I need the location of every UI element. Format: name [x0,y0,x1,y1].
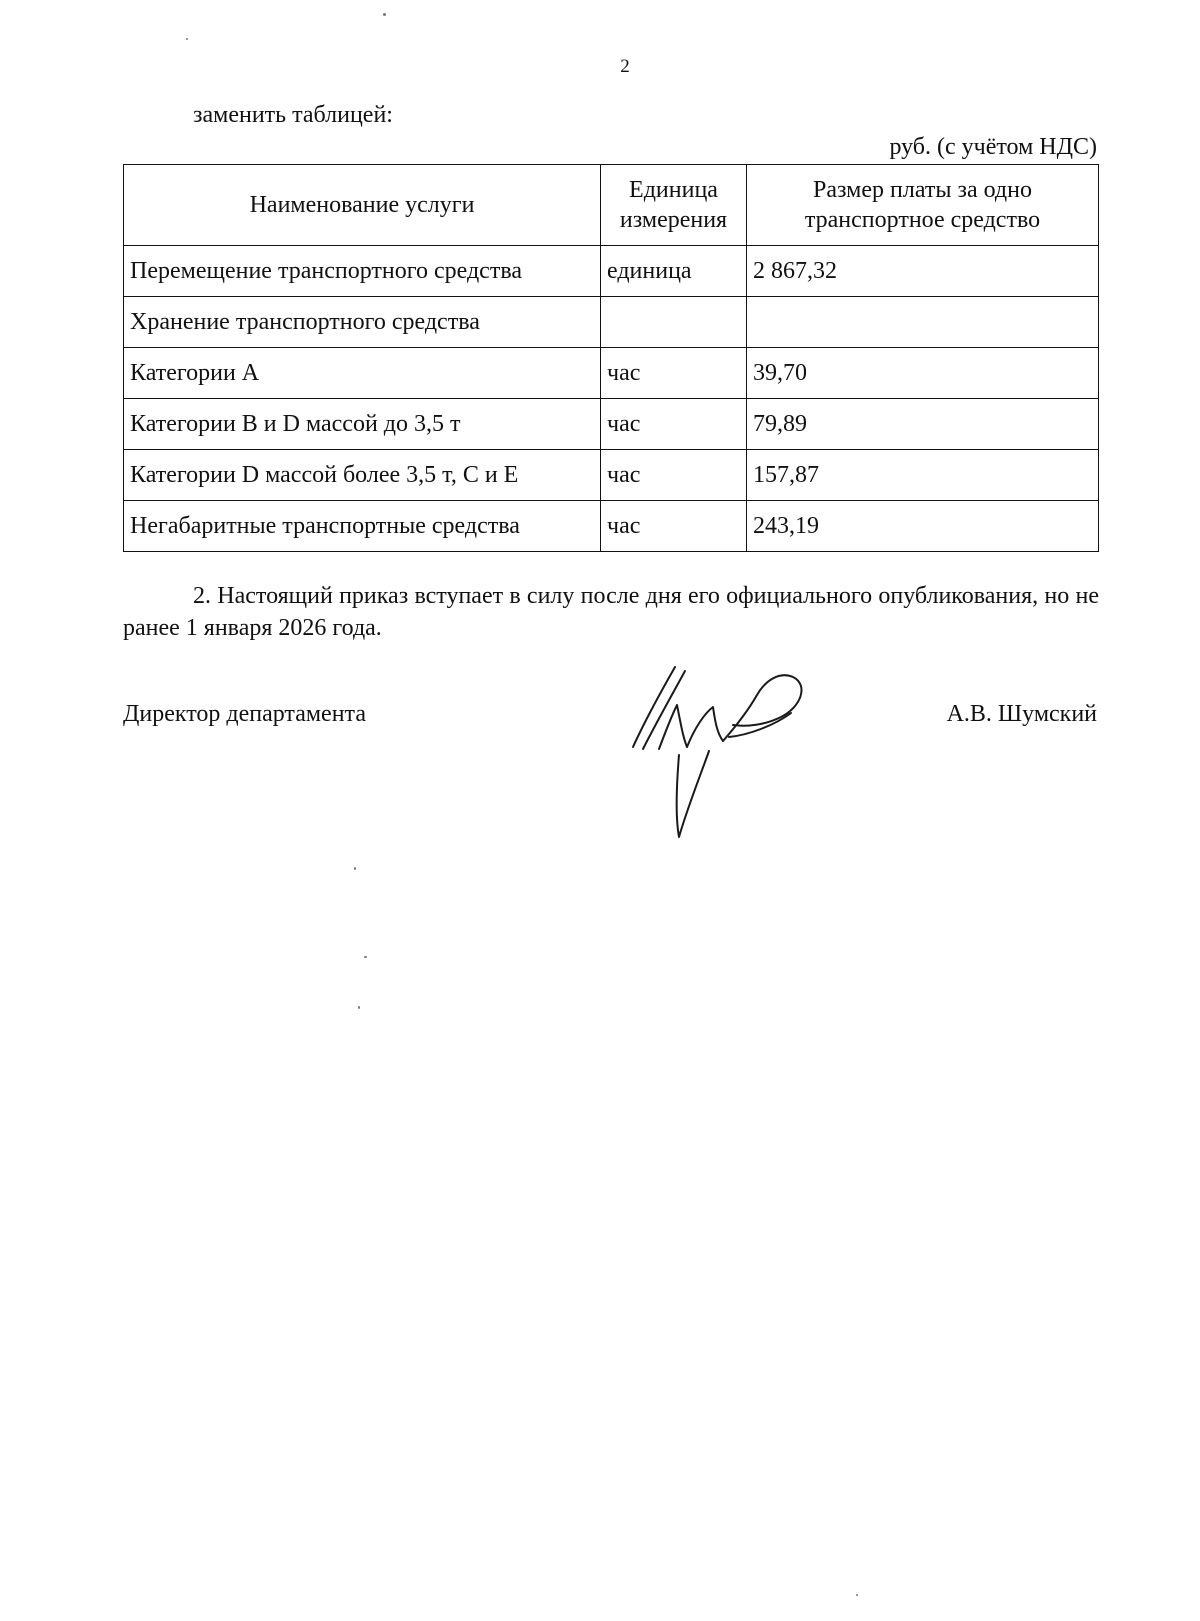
cell-unit [601,297,747,348]
units-note: руб. (с учётом НДС) [889,134,1097,160]
cell-price: 243,19 [747,501,1099,552]
cell-price: 2 867,32 [747,246,1099,297]
table-row [124,297,1099,348]
intro-text: заменить таблицей: [193,102,393,128]
effective-date-paragraph: 2. Настоящий приказ вступает в силу после дня его официального опубликования, но не ранее 1 января 2026 года. [123,583,1099,641]
cell-price [747,297,1099,348]
table-row [124,399,1099,450]
table-row [124,450,1099,501]
tariff-table [123,164,1099,552]
cell-unit: час [601,450,747,501]
cell-price: 79,89 [747,399,1099,450]
handwritten-signature [625,655,825,845]
table-row [124,348,1099,399]
cell-service: Хранение транспортного средства [124,297,601,348]
cell-unit: единица [601,246,747,297]
header-service: Наименование услуги [124,165,601,246]
cell-unit: час [601,399,747,450]
table-row [124,246,1099,297]
cell-price: 157,87 [747,450,1099,501]
cell-service: Категории А [124,348,601,399]
cell-unit: час [601,348,747,399]
table-row [124,501,1099,552]
page-number: 2 [620,56,630,77]
cell-service: Негабаритные транспортные средства [124,501,601,552]
table-header-row [124,165,1099,246]
signatory-position: Директор департамента [123,701,366,727]
header-unit: Единица измерения [601,165,747,246]
cell-unit: час [601,501,747,552]
header-price: Размер платы за одно транспортное средство [747,165,1099,246]
cell-service: Категории В и D массой до 3,5 т [124,399,601,450]
cell-service: Перемещение транспортного средства [124,246,601,297]
cell-service: Категории D массой более 3,5 т, С и Е [124,450,601,501]
signatory-name: А.В. Шумский [946,701,1097,727]
cell-price: 39,70 [747,348,1099,399]
